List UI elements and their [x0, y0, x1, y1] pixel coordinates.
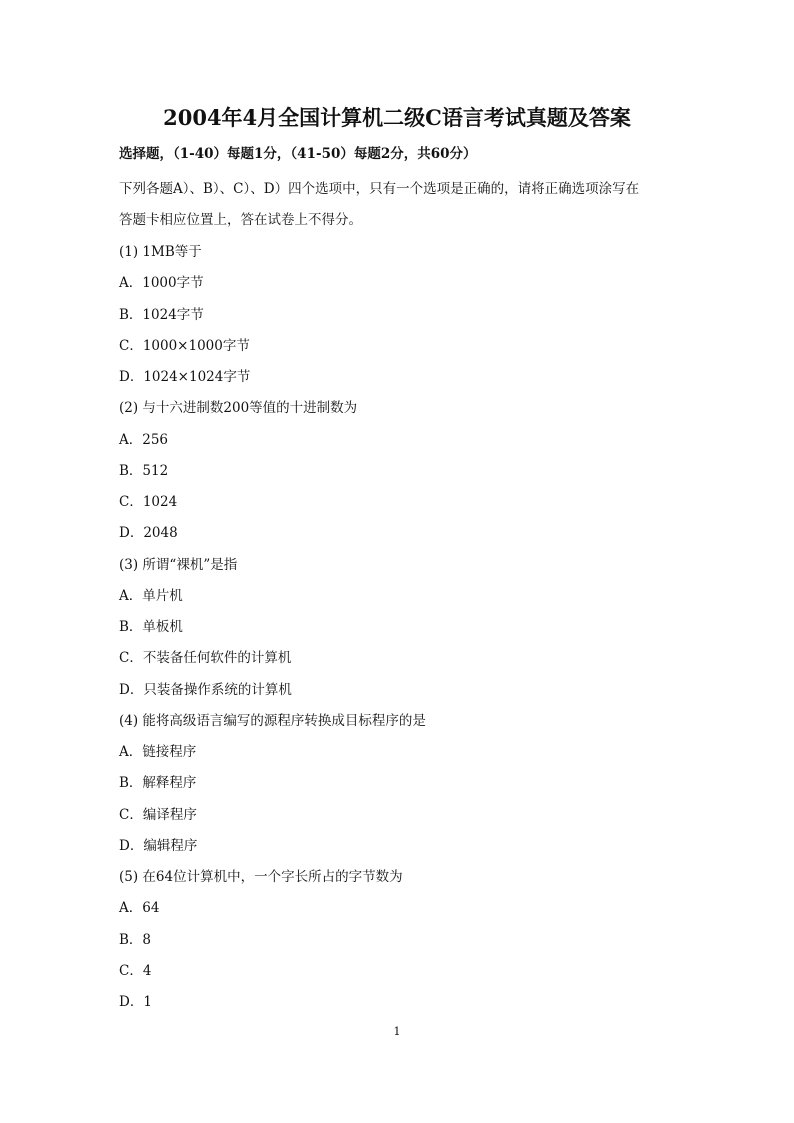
question-2-option-c: C．1024: [119, 494, 178, 510]
question-1-option-c: C．1000×1000字节: [119, 337, 250, 354]
question-1: (1) 1MB等于: [119, 244, 202, 260]
question-4: (4) 能将高级语言编写的源程序转换成目标程序的是: [119, 712, 426, 729]
question-2-option-a: A．256: [119, 431, 169, 448]
question-4-option-b: B．解释程序: [119, 775, 197, 792]
instructions: [119, 174, 679, 236]
instructions-line-1: 下列各题A）、B）、C）、D）四个选项中，只有一个选项是正确的，请将正确选项涂写在: [119, 181, 640, 197]
question-3-option-c: C．不装备任何软件的计算机: [119, 650, 292, 667]
question-1-option-a: A．1000字节: [119, 275, 204, 292]
question-4-option-d: D．编辑程序: [119, 837, 198, 854]
instructions-line-2: 答题卡相应位置上，答在试卷上不得分。: [119, 212, 362, 228]
question-5-option-c: C．4: [119, 962, 152, 979]
question-3-option-d: D．只装备操作系统的计算机: [119, 681, 292, 698]
question-3: (3) 所谓“裸机”是指: [119, 556, 238, 573]
document-title: 2004年4月全国计算机二级C语言考试真题及答案: [163, 105, 631, 130]
question-1-option-b: B．1024字节: [119, 306, 204, 323]
question-5-option-d: D．1: [119, 994, 152, 1010]
question-4-option-c: C．编译程序: [119, 806, 197, 823]
question-5-option-a: A．64: [119, 900, 160, 917]
section-heading: 选择题，（1-40）每题1分，（41-50）每题2分，共60分）: [119, 146, 477, 162]
question-2: (2) 与十六进制数200等值的十进制数为: [119, 400, 358, 417]
question-5: (5) 在64位计算机中，一个字长所占的字节数为: [119, 869, 403, 885]
page-number: 1: [393, 1025, 401, 1038]
question-4-option-a: A．链接程序: [119, 744, 197, 760]
question-5-option-b: B．8: [119, 931, 152, 948]
question-2-option-d: D．2048: [119, 525, 178, 542]
question-1-option-d: D．1024×1024字节: [119, 369, 251, 385]
question-3-option-b: B．单板机: [119, 619, 183, 635]
question-list: [119, 237, 679, 1018]
question-3-option-a: A．单片机: [119, 587, 183, 604]
question-2-option-b: B．512: [119, 462, 169, 479]
